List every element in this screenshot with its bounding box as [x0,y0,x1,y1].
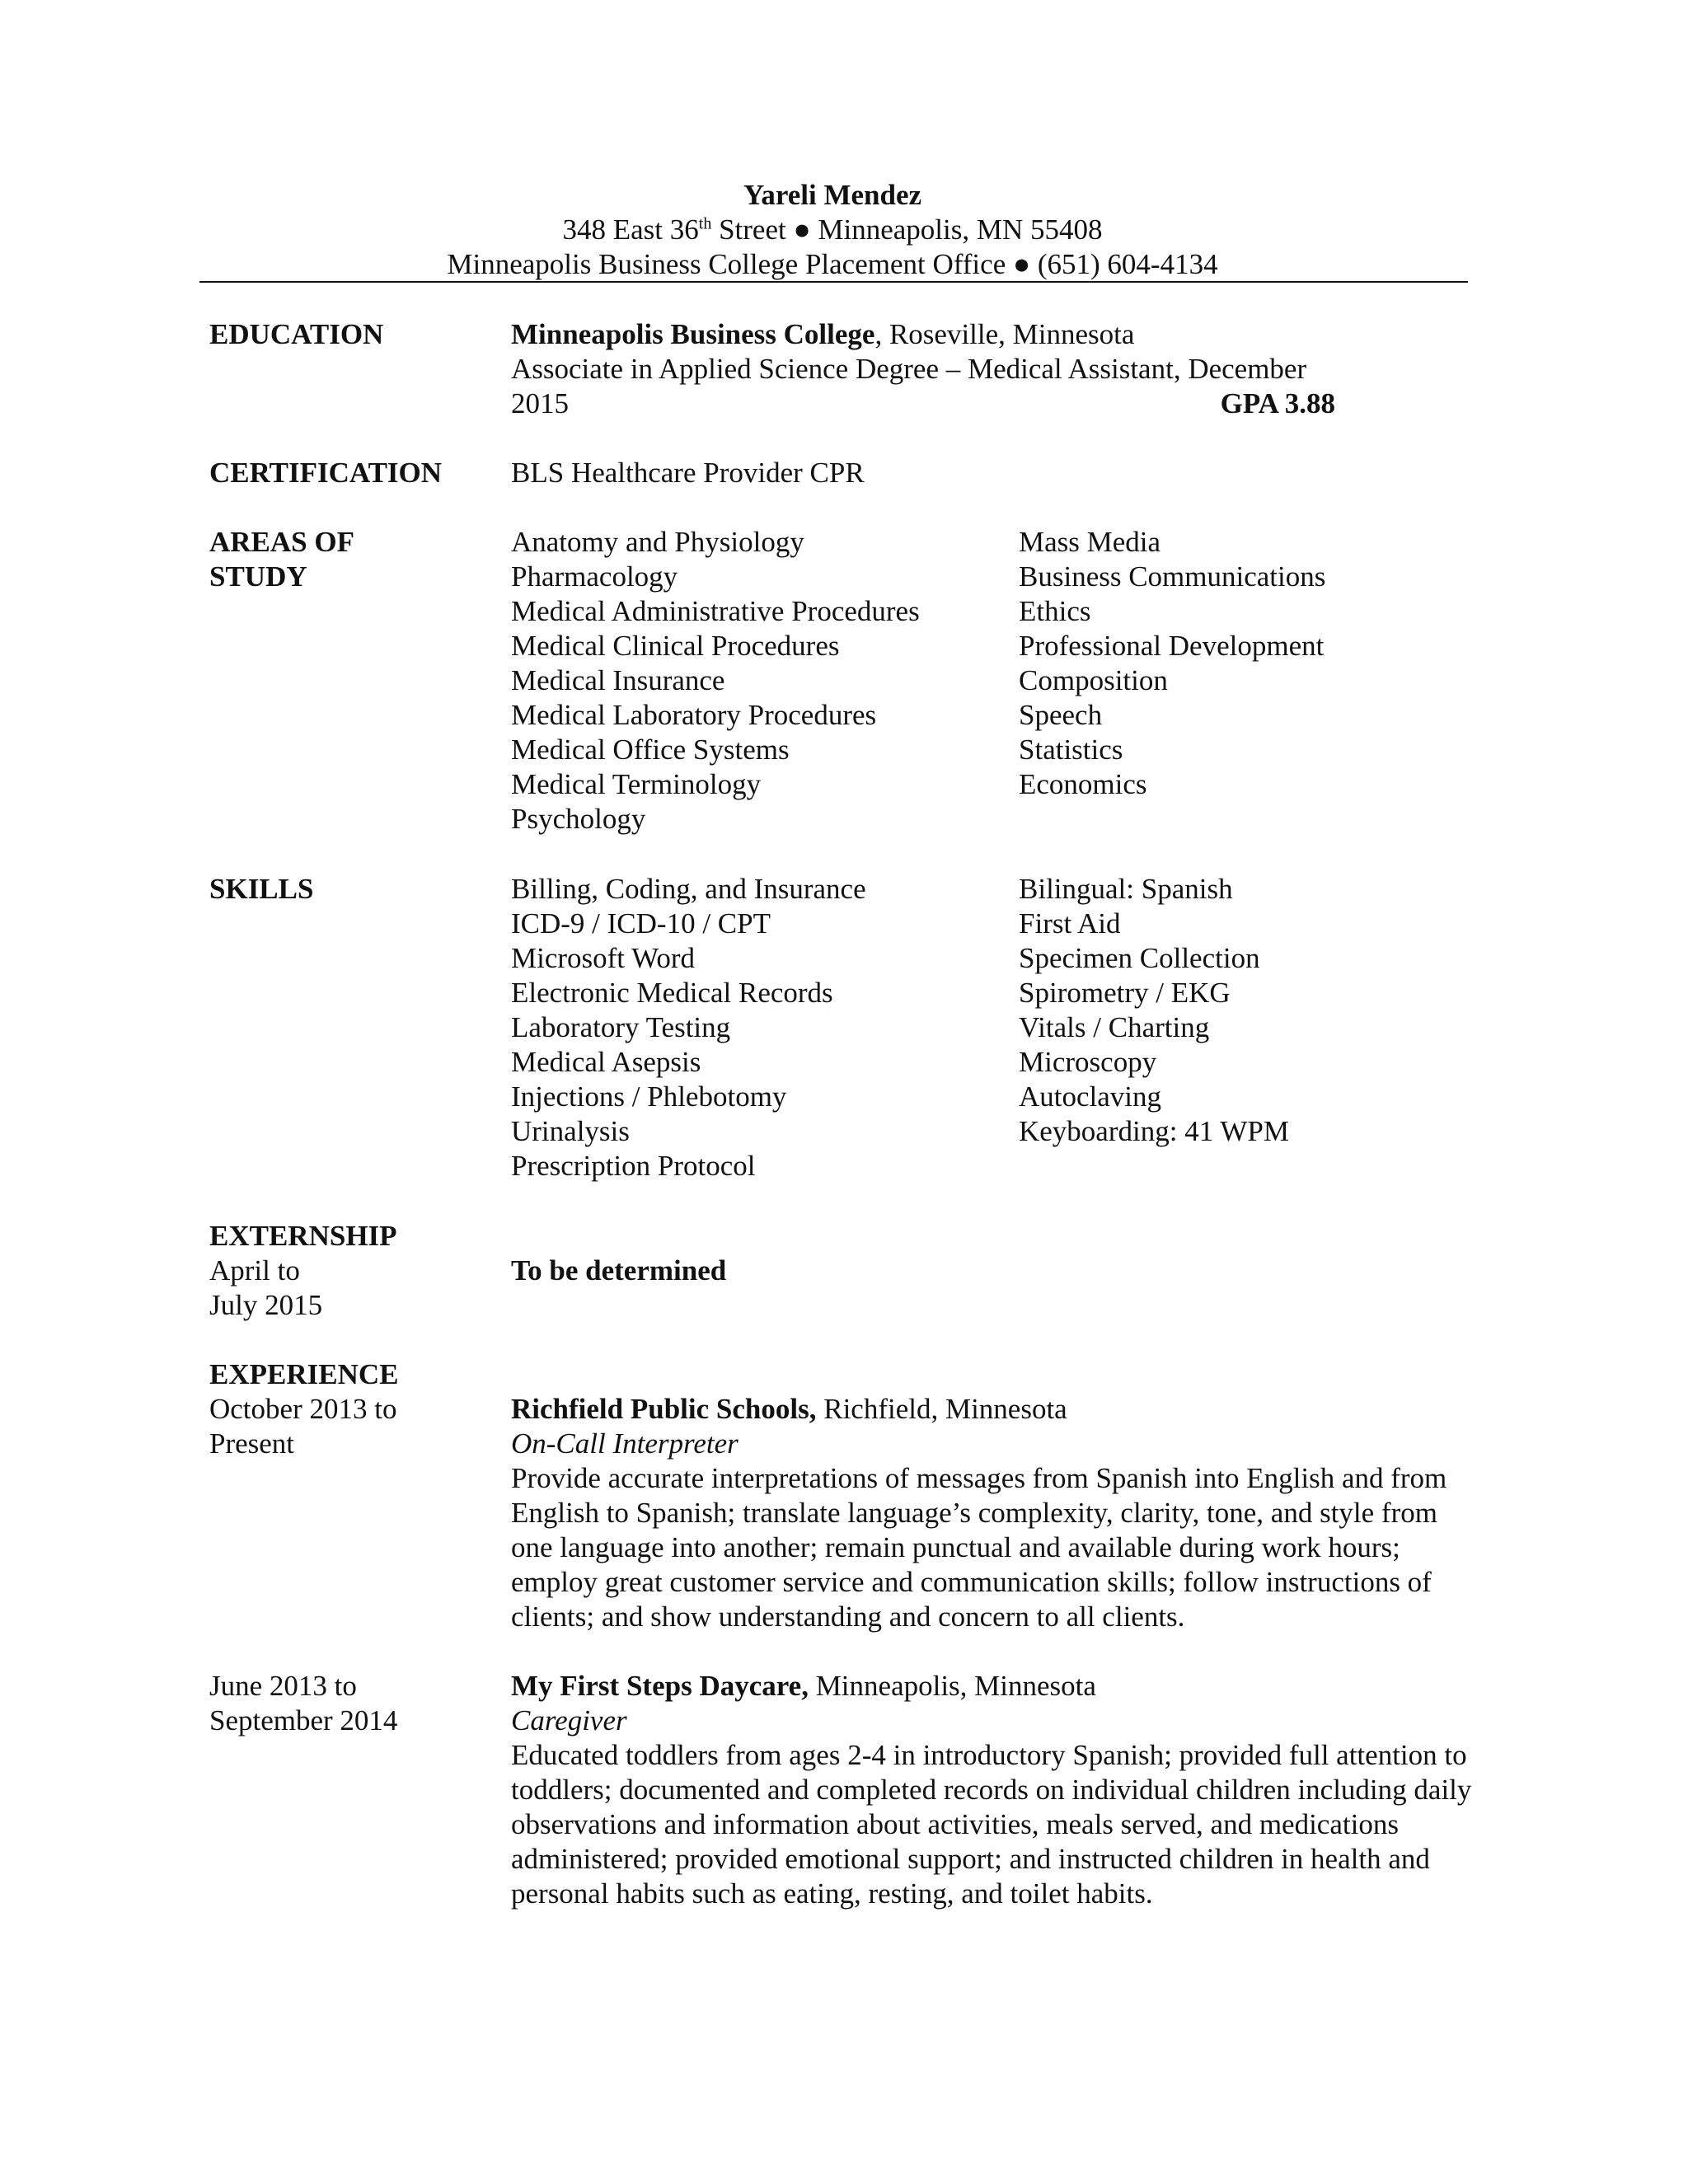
list-item: Electronic Medical Records [511,977,833,1009]
list-item: Medical Office Systems [511,733,790,766]
applicant-name: Yareli Mendez [743,179,922,211]
job-date-start: October 2013 to [209,1393,397,1425]
list-item: Medical Administrative Procedures [511,595,920,627]
job-role: Caregiver [511,1704,627,1736]
job-employer: My First Steps Daycare, [511,1670,809,1702]
skills-section [209,872,1470,1185]
job-date-end: September 2014 [209,1704,398,1736]
list-item: Economics [1019,768,1147,800]
externship-date-start: April to [209,1254,300,1286]
job-employer: Richfield Public Schools, [511,1393,817,1425]
job-entry [511,1669,1665,1911]
list-item: Speech [1019,699,1103,731]
areas-column-1 [511,525,920,837]
list-item: ICD-9 / ICD-10 / CPT [511,907,771,940]
list-item: Medical Asepsis [511,1046,701,1078]
experience-heading: EXPERIENCE [209,1358,399,1390]
list-item: Anatomy and Physiology [511,526,804,558]
address-city: Street ● Minneapolis, MN 55408 [711,213,1103,246]
areas-heading-line2: STUDY [209,560,307,593]
skills-column-1 [511,872,866,1183]
list-item: Medical Insurance [511,664,725,696]
list-item: Medical Clinical Procedures [511,630,840,662]
job-entry [511,1392,1665,1634]
education-heading: EDUCATION [209,318,384,350]
job-date-end: Present [209,1427,295,1460]
areas-heading-line1: AREAS OF [209,526,354,558]
skills-column-2 [1019,872,1289,1149]
certification-heading: CERTIFICATION [209,457,443,489]
header-divider [199,281,1468,283]
list-item: Autoclaving [1019,1080,1162,1113]
list-item: Statistics [1019,733,1123,766]
list-item: Microsoft Word [511,942,696,974]
list-item: Billing, Coding, and Insurance [511,873,866,905]
list-item: Ethics [1019,595,1091,627]
areas-column-2 [1019,525,1325,802]
externship-section [209,1219,1470,1326]
externship-value: To be determined [511,1254,727,1286]
externship-heading: EXTERNSHIP [209,1220,397,1252]
education-content [511,317,1665,421]
list-item: Business Communications [1019,560,1326,593]
list-item: Composition [1019,664,1168,696]
list-item: Spirometry / EKG [1019,977,1231,1009]
list-item: Bilingual: Spanish [1019,873,1233,905]
list-item: Medical Terminology [511,768,762,800]
job-location: Richfield, Minnesota [816,1393,1067,1425]
school-location: , Roseville, Minnesota [874,318,1135,350]
applicant-contact: Minneapolis Business College Placement Office ● (651) 604-4134 [447,248,1218,280]
list-item: Keyboarding: 41 WPM [1019,1115,1289,1147]
externship-date-end: July 2015 [209,1289,323,1321]
address-ordinal: th [698,214,712,233]
gpa-value: GPA 3.88 [1220,387,1335,419]
certification-value: BLS Healthcare Provider CPR [511,457,865,489]
list-item: Professional Development [1019,630,1325,662]
list-item: Laboratory Testing [511,1011,731,1043]
job-description: Educated toddlers from ages 2-4 in introductory Spanish; provided full attention to toddlers; documented and completed records on individual children including daily observations and information about activities, meals served, and medications administered; provided emotional support; and instructed children in health and personal habits such as eating, resting, and toilet habits. [511,1739,1472,1910]
list-item: Specimen Collection [1019,942,1260,974]
list-item: Vitals / Charting [1019,1011,1210,1043]
job-location: Minneapolis, Minnesota [808,1670,1096,1702]
list-item: Injections / Phlebotomy [511,1080,787,1113]
education-section [209,317,1470,424]
resume-header [198,178,1467,282]
applicant-address [198,213,1467,247]
list-item: Urinalysis [511,1115,630,1147]
job-date-start: June 2013 to [209,1670,357,1702]
list-item: Prescription Protocol [511,1150,756,1182]
school-name: Minneapolis Business College [511,318,875,350]
list-item: Microscopy [1019,1046,1157,1078]
skills-heading: SKILLS [209,873,314,905]
certification-section [209,456,1470,490]
list-item: Medical Laboratory Procedures [511,699,877,731]
areas-of-study-section [209,525,1470,838]
degree-year: 2015 [511,387,569,419]
job-role: On-Call Interpreter [511,1427,738,1460]
experience-section-2 [209,1669,1470,1949]
experience-section [209,1357,1470,1638]
list-item: First Aid [1019,907,1121,940]
address-street: 348 East 36 [562,213,699,246]
job-description: Provide accurate interpretations of messages from Spanish into English and from English to Spanish; translate language’s complexity, clarity, tone, and style from one language into another; remain punctual and available during work hours; employ great customer service and communication skills; follow instructions of clients; and show understanding and concern to all clients. [511,1462,1447,1633]
list-item: Mass Media [1019,526,1161,558]
degree-line: Associate in Applied Science Degree – Medical Assistant, December [511,353,1307,385]
list-item: Pharmacology [511,560,678,593]
list-item: Psychology [511,803,646,835]
